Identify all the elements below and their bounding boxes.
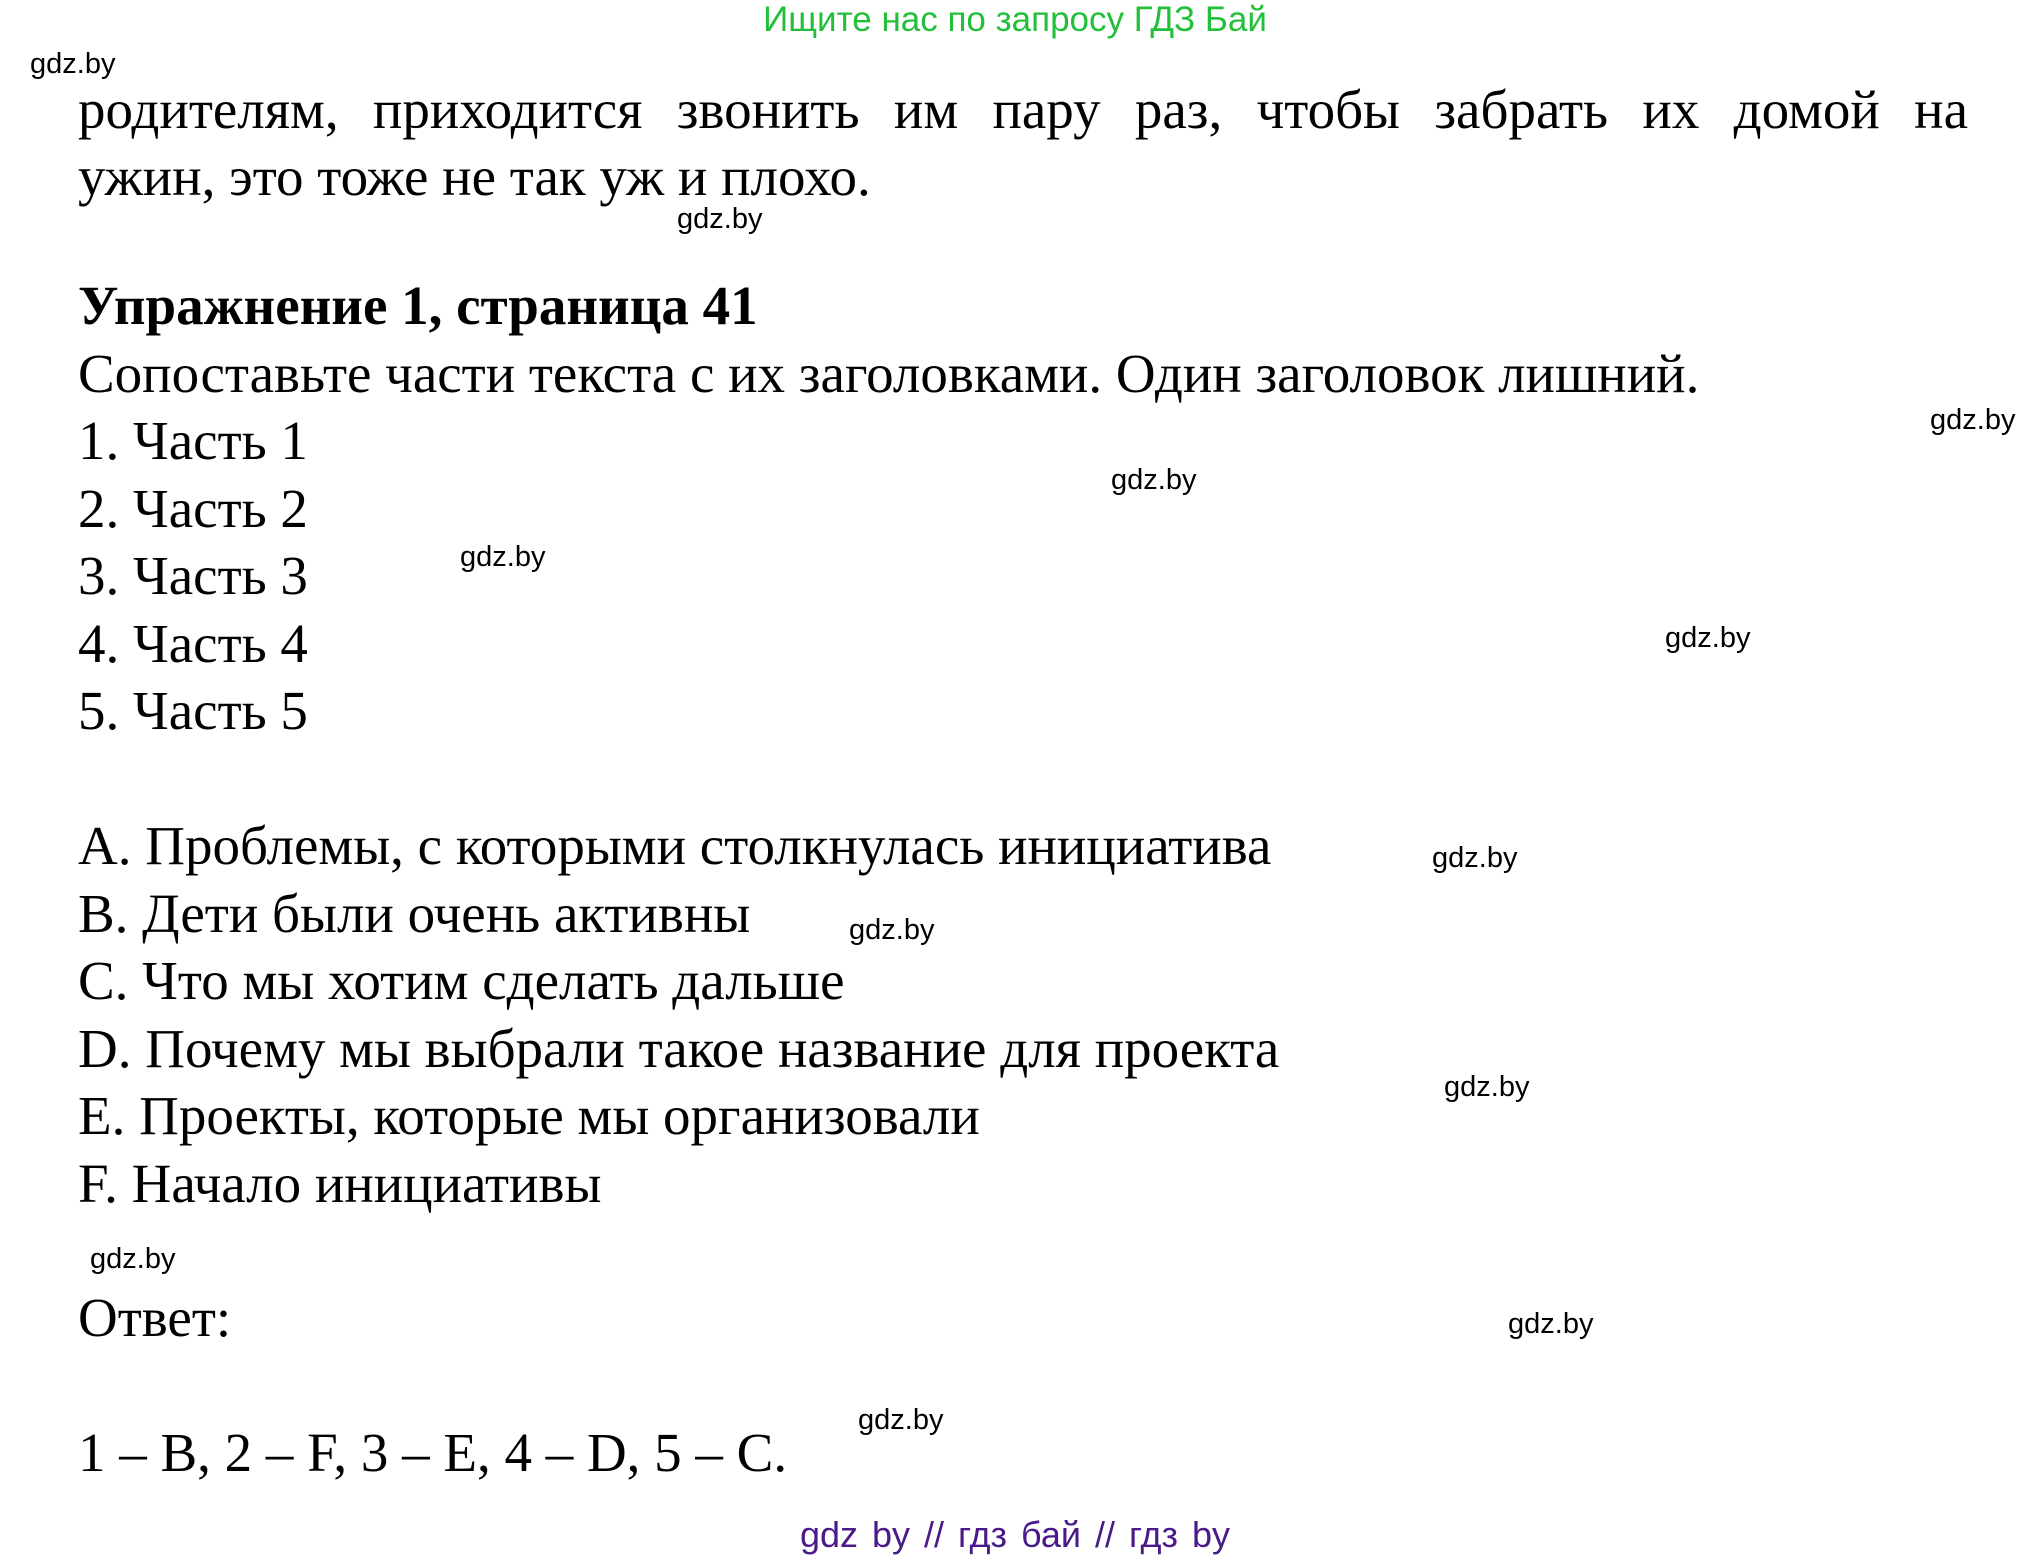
watermark-text: gdz.by <box>1111 464 1197 496</box>
paragraph-line-1: родителям, приходится звонить им пару раз, чтобы забрать их домой на <box>78 79 1968 140</box>
watermark-text: gdz.by <box>1432 842 1518 874</box>
heading-option: C. Что мы хотим сделать дальше <box>78 950 845 1011</box>
part-item: 1. Часть 1 <box>78 410 308 471</box>
part-item: 5. Часть 5 <box>78 680 308 741</box>
top-search-banner: Ищите нас по запросу ГДЗ Бай <box>763 0 1267 39</box>
paragraph-line-2: ужин, это тоже не так уж и плохо. <box>78 146 871 207</box>
exercise-instruction: Сопоставьте части текста с их заголовками. Один заголовок лишний. <box>78 343 1700 404</box>
heading-option: F. Начало инициативы <box>78 1152 602 1214</box>
watermark-text: gdz.by <box>460 541 546 573</box>
answer-value: 1 – B, 2 – F, 3 – E, 4 – D, 5 – C. <box>78 1422 788 1483</box>
watermark-text: gdz.by <box>1508 1308 1594 1340</box>
heading-option: D. Почему мы выбрали такое название для проекта <box>78 1017 1280 1079</box>
heading-option: A. Проблемы, с которыми столкнулась инициатива <box>78 815 1272 876</box>
headings-list <box>78 812 1279 1217</box>
heading-option: B. Дети были очень активны <box>78 882 751 944</box>
answer-label: Ответ: <box>78 1287 232 1348</box>
footer-banner: gdz by // гдз бай // гдз by <box>799 1514 1231 1555</box>
watermark-text: gdz.by <box>1444 1071 1530 1103</box>
part-item: 3. Часть 3 <box>78 545 308 606</box>
watermark-text: gdz.by <box>677 203 763 235</box>
watermark-text: gdz.by <box>1930 404 2016 436</box>
heading-option: E. Проекты, которые мы организовали <box>78 1085 980 1146</box>
watermark-text: gdz.by <box>1665 622 1751 654</box>
watermark-text: gdz.by <box>90 1243 176 1275</box>
part-item: 2. Часть 2 <box>78 477 308 539</box>
watermark-text: gdz.by <box>849 914 935 946</box>
watermark-text: gdz.by <box>30 48 116 80</box>
paragraph-text <box>78 76 1968 210</box>
part-item: 4. Часть 4 <box>78 612 308 674</box>
parts-list <box>78 407 308 745</box>
watermark-text: gdz.by <box>858 1404 944 1436</box>
previous-paragraph <box>78 76 1968 210</box>
exercise-heading: Упражнение 1, страница 41 <box>78 275 758 336</box>
